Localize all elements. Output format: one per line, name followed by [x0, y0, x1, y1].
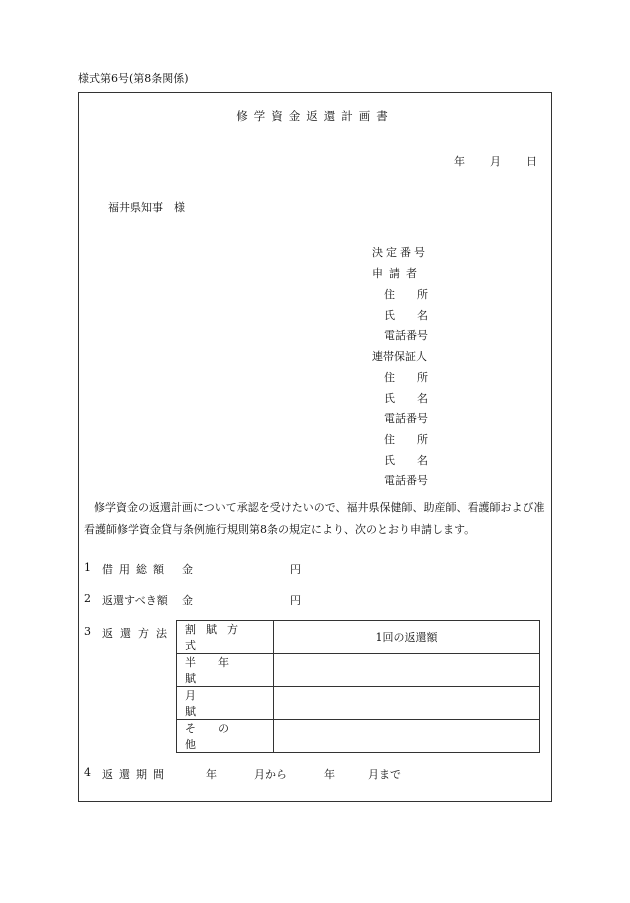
table-cell-monthly: 月賦	[177, 687, 274, 720]
item1-yen: 円	[290, 563, 301, 576]
name-label-2: 氏 名	[384, 392, 428, 405]
guarantor-label: 連帯保証人	[372, 350, 427, 363]
repayment-method-table	[176, 620, 540, 753]
item1-kin: 金	[182, 563, 193, 576]
item3-number: 3	[84, 625, 91, 638]
table-cell-semiannual-amount[interactable]	[274, 654, 540, 687]
phone-label-2: 電話番号	[384, 412, 428, 425]
item2-yen: 円	[290, 594, 301, 607]
table-cell-other: その他	[177, 720, 274, 753]
table-header-method: 割賦方式	[177, 621, 274, 654]
item2-kin: 金	[182, 594, 193, 607]
item2-label: 返還すべき額	[102, 594, 168, 607]
address-label-2: 住 所	[384, 371, 428, 384]
address-label-3: 住 所	[384, 433, 428, 446]
item4-month-to: 月まで	[368, 768, 401, 781]
recipient: 福井県知事 様	[108, 201, 185, 214]
form-number: 様式第6号(第8条関係)	[78, 72, 189, 85]
date-year: 年	[454, 155, 465, 168]
body-paragraph: 修学資金の返還計画について承認を受けたいので、福井県保健師、助産師、看護師および准看護師修学資金貸与条例施行規則第8条の規定により、次のとおり申請します。	[84, 501, 545, 536]
item3-label: 返還方法	[102, 627, 174, 640]
table-cell-monthly-amount[interactable]	[274, 687, 540, 720]
phone-label-1: 電話番号	[384, 329, 428, 342]
table-cell-semiannual: 半年賦	[177, 654, 274, 687]
table-cell-other-amount[interactable]	[274, 720, 540, 753]
item1-label: 借用総額	[102, 563, 170, 576]
item2-number: 2	[84, 592, 91, 605]
page-title: 修学資金返還計画書	[236, 109, 394, 123]
date-day: 日	[526, 155, 537, 168]
item1-number: 1	[84, 561, 91, 574]
applicant-label: 申請者	[372, 267, 423, 280]
table-row	[177, 720, 540, 753]
table-row	[177, 654, 540, 687]
item4-number: 4	[84, 766, 91, 779]
address-label-1: 住 所	[384, 288, 428, 301]
table-row	[177, 687, 540, 720]
decision-number-label: 決定番号	[372, 246, 428, 259]
item4-year-from: 年	[206, 768, 217, 781]
item4-month-from: 月から	[254, 768, 287, 781]
name-label-3: 氏 名	[384, 454, 428, 467]
table-header-amount: 1回の返還額	[274, 621, 540, 654]
item4-year-to: 年	[324, 768, 335, 781]
name-label-1: 氏 名	[384, 309, 428, 322]
item4-label: 返還期間	[102, 768, 170, 781]
table-row	[177, 621, 540, 654]
phone-label-3: 電話番号	[384, 474, 428, 487]
date-month: 月	[490, 155, 501, 168]
